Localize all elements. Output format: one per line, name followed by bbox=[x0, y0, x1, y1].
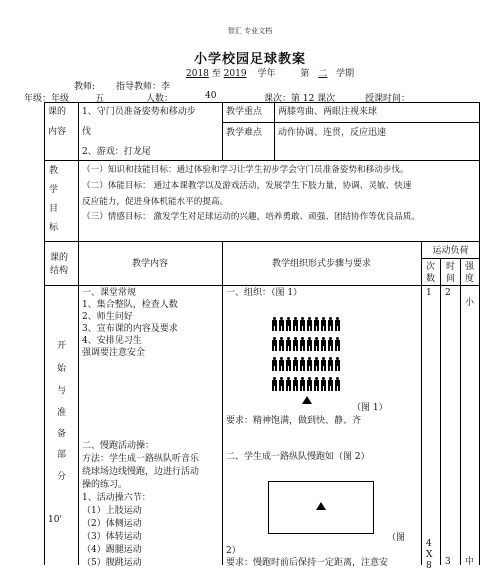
section-char: 备 bbox=[57, 429, 67, 439]
year-to: 至 bbox=[211, 69, 221, 79]
structure-header-2: 结构 bbox=[50, 266, 69, 276]
student-icon bbox=[292, 317, 299, 331]
goal-knowledge: （一）知识和技能目标：通过体验和学习让学生初步学会守门员准备姿势和移动步伐。 bbox=[82, 165, 409, 175]
exercise-item: （2）体侧运动 bbox=[82, 519, 142, 529]
times-header-1: 次 bbox=[426, 262, 436, 272]
duration-header-1: 时 bbox=[446, 262, 456, 272]
jog-requirement: 要求：慢跑时前后保持一定距离，注意安 bbox=[226, 558, 389, 568]
rule bbox=[44, 160, 480, 161]
content-line-1: 1、守门员准备姿势和移动步 bbox=[82, 107, 196, 117]
student-icon bbox=[334, 357, 341, 371]
student-icon bbox=[292, 337, 299, 351]
routine-item: 1、集合整队，检查人数 bbox=[82, 300, 178, 310]
exercise-item: （3）体转运动 bbox=[82, 532, 142, 542]
intensity-header-2: 度 bbox=[465, 274, 475, 284]
content-header: 教学内容 bbox=[131, 259, 168, 269]
student-icon bbox=[292, 377, 299, 391]
student-icon bbox=[306, 317, 313, 331]
student-icon bbox=[278, 377, 285, 391]
goals-label-4: 标 bbox=[49, 223, 59, 233]
rule bbox=[44, 102, 480, 103]
load-header: 运动负荷 bbox=[432, 246, 469, 256]
exercise-item: （1）上肢运动 bbox=[82, 506, 142, 516]
student-icon bbox=[292, 357, 299, 371]
student-icon bbox=[327, 357, 334, 371]
content-line-3: 2、游戏：打龙尾 bbox=[82, 147, 151, 157]
rule bbox=[44, 285, 480, 286]
rule bbox=[421, 241, 422, 565]
figure-2-caption-cont: 2） bbox=[226, 546, 241, 556]
student-icon bbox=[313, 337, 320, 351]
student-icon bbox=[299, 377, 306, 391]
student-icon bbox=[285, 337, 292, 351]
jog-title: 二、慢跑活动操： bbox=[82, 441, 155, 451]
exercise-item: （5）腹跳运动 bbox=[82, 558, 142, 568]
rule bbox=[44, 102, 45, 565]
student-icon bbox=[299, 357, 306, 371]
student-icon bbox=[285, 317, 292, 331]
load-times-1: 1 bbox=[426, 288, 432, 298]
term-number: 二 bbox=[318, 69, 328, 79]
content-label-1: 课的 bbox=[48, 107, 67, 117]
student-icon bbox=[334, 317, 341, 331]
exercise-item: （4）踢腿运动 bbox=[82, 545, 142, 555]
key-point-label: 教学重点 bbox=[226, 107, 263, 117]
jog-line: 操的练习。 bbox=[82, 480, 128, 490]
guide-teacher: 指导教师：李 bbox=[116, 82, 171, 92]
formation-diagram bbox=[271, 317, 345, 397]
section-char: 准 bbox=[57, 408, 67, 418]
jog-line: 绕球场边线慢跑，边进行活动 bbox=[82, 467, 200, 477]
content-line-2: 伐 bbox=[82, 127, 92, 137]
count-value: 40 bbox=[205, 91, 217, 101]
academic-year: 学年 bbox=[257, 69, 276, 79]
routine-title: 一、课堂常规 bbox=[82, 288, 137, 298]
rule bbox=[78, 102, 79, 565]
goal-emotion: （三）情感目标： 激发学生对足球运动的兴趣，培养勇敢、顽强、团结协作等优良品质。 bbox=[82, 212, 420, 222]
difficulty-value: 动作协调、连贯，反应迅速 bbox=[278, 128, 387, 138]
figure-2-caption: （图 bbox=[387, 533, 406, 543]
load-times-2: 8 bbox=[426, 561, 432, 571]
rule bbox=[274, 102, 275, 160]
times-header-2: 数 bbox=[426, 274, 436, 284]
student-icon bbox=[313, 357, 320, 371]
intensity-header-1: 强 bbox=[465, 262, 475, 272]
time-label: 授课时间： bbox=[365, 94, 411, 104]
year-start: 2018 bbox=[186, 69, 209, 79]
student-icon bbox=[334, 377, 341, 391]
student-row bbox=[271, 337, 345, 351]
section-time: 10' bbox=[48, 515, 62, 525]
student-icon bbox=[271, 337, 278, 351]
routine-item: 2、师生问好 bbox=[82, 312, 133, 322]
content-label-2: 内容 bbox=[48, 127, 67, 137]
key-point-value: 两膝弯曲、两眼注视来球 bbox=[278, 107, 378, 117]
section-char: 始 bbox=[57, 364, 67, 374]
student-icon bbox=[320, 337, 327, 351]
student-row bbox=[271, 357, 345, 371]
routine-item: 3、宣布课的内容及要求 bbox=[82, 324, 178, 334]
count-label: 人数： bbox=[146, 94, 174, 104]
load-intensity-1: 小 bbox=[465, 298, 475, 308]
goal-fitness: （二）体能目标： 通过本课教学以及游戏活动，发展学生下肢力量，协调、灵敏、快速 bbox=[82, 181, 412, 191]
student-icon bbox=[271, 377, 278, 391]
rule bbox=[222, 122, 480, 123]
load-duration-2: 3 bbox=[445, 557, 451, 567]
requirement-line: 要求：精神饱满，做到快、静、齐 bbox=[226, 416, 362, 426]
load-intensity-2: 中 bbox=[465, 557, 475, 567]
method-header: 教学组织形式步骤与要求 bbox=[271, 259, 371, 269]
student-icon bbox=[313, 317, 320, 331]
load-duration-1: 2 bbox=[445, 288, 451, 298]
term-prefix: 第 bbox=[300, 69, 310, 79]
load-times-2: X bbox=[426, 550, 433, 560]
rule bbox=[222, 241, 223, 565]
rule bbox=[222, 102, 223, 160]
student-icon bbox=[299, 317, 306, 331]
year-line bbox=[186, 66, 354, 79]
rule bbox=[44, 241, 480, 242]
teacher-marker-icon bbox=[316, 502, 326, 510]
grade-label: 年级：年级 bbox=[24, 94, 70, 104]
student-icon bbox=[278, 337, 285, 351]
routine-item: 强调要注意安全 bbox=[82, 348, 146, 358]
page-title: 小学校园足球教案 bbox=[193, 52, 306, 67]
goal-fitness-cont: 反应能力，促进身体机能水平的提高。 bbox=[82, 197, 229, 207]
rule bbox=[440, 258, 441, 565]
lesson-number: 课次：第 12 课次 bbox=[264, 94, 336, 104]
rule bbox=[460, 258, 461, 565]
student-row bbox=[271, 377, 345, 391]
student-icon bbox=[306, 377, 313, 391]
student-icon bbox=[320, 377, 327, 391]
student-icon bbox=[327, 317, 334, 331]
section-char: 开 bbox=[57, 341, 67, 351]
term-suffix: 学期 bbox=[336, 69, 355, 79]
teacher-label: 教师: bbox=[74, 82, 96, 92]
student-icon bbox=[285, 357, 292, 371]
rule bbox=[479, 102, 480, 565]
student-icon bbox=[313, 377, 320, 391]
grade-value: 五 bbox=[95, 94, 105, 104]
student-icon bbox=[278, 357, 285, 371]
student-icon bbox=[327, 337, 334, 351]
year-end: 2019 bbox=[223, 69, 247, 79]
student-icon bbox=[320, 317, 327, 331]
difficulty-label: 教学难点 bbox=[226, 128, 263, 138]
goals-label-2: 学 bbox=[49, 185, 59, 195]
section-char: 部 bbox=[57, 450, 67, 460]
student-row bbox=[271, 317, 345, 331]
jog-line: 方法：学生成一路纵队听音乐 bbox=[82, 454, 200, 464]
student-icon bbox=[271, 357, 278, 371]
organization-line: 一、组织：（图 1） bbox=[226, 288, 303, 298]
student-icon bbox=[327, 377, 334, 391]
student-icon bbox=[334, 337, 341, 351]
routine-item: 4、安排见习生 bbox=[82, 336, 142, 346]
student-icon bbox=[278, 317, 285, 331]
student-icon bbox=[299, 337, 306, 351]
section-char: 分 bbox=[57, 472, 67, 482]
load-times-2: 4 bbox=[426, 539, 432, 549]
structure-header-1: 课的 bbox=[50, 253, 69, 263]
student-icon bbox=[320, 357, 327, 371]
teacher-marker-icon bbox=[302, 396, 312, 404]
exercise-title: 1、活动操六节： bbox=[82, 493, 151, 503]
section-char: 与 bbox=[57, 386, 67, 396]
goals-label-1: 教 bbox=[49, 166, 59, 176]
student-icon bbox=[285, 377, 292, 391]
goals-label-3: 目 bbox=[49, 204, 59, 214]
brand-header: 智汇 专业文档 bbox=[227, 27, 273, 35]
figure-1-caption: （图 1） bbox=[352, 403, 388, 413]
student-icon bbox=[306, 357, 313, 371]
duration-header-2: 间 bbox=[446, 274, 456, 284]
jog-method-line: 二、学生成一路纵队慢跑如（图 2） bbox=[226, 452, 370, 462]
rule bbox=[421, 258, 480, 259]
student-icon bbox=[271, 317, 278, 331]
student-icon bbox=[306, 337, 313, 351]
